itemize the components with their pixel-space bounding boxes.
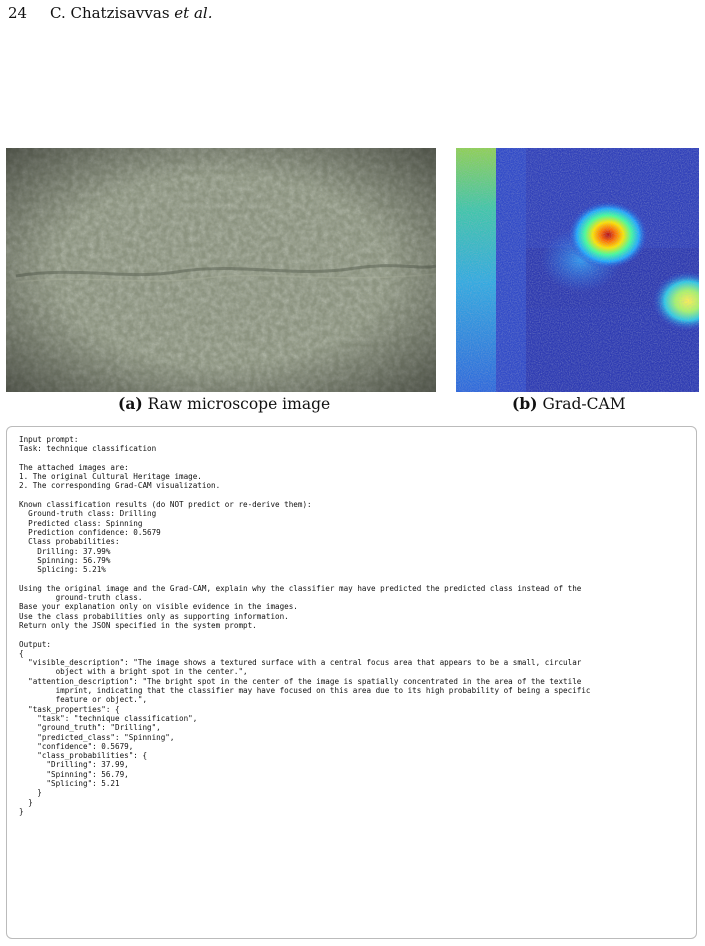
raw-microscope-image xyxy=(6,148,436,392)
code-line: Splicing: 5.21% xyxy=(19,565,106,575)
prompt-output-text xyxy=(19,435,590,816)
code-line: Predicted class: Spinning xyxy=(19,518,143,528)
code-line: } xyxy=(19,797,33,807)
code-line: "predicted_class": "Spinning", xyxy=(19,732,175,742)
caption-b-text: Grad-CAM xyxy=(542,395,626,413)
code-line: Task: technique classification xyxy=(19,444,157,454)
code-line: Drilling: 37.99% xyxy=(19,546,111,556)
code-line: object with a bright spot in the center.", xyxy=(19,667,248,677)
code-line: Use the class probabilities only as supporting information. xyxy=(19,611,289,621)
code-line: Spinning: 56.79% xyxy=(19,555,111,565)
code-line: } xyxy=(19,788,42,798)
code-line: "attention_description": "The bright spot in the center of the image is spatially concentrated in the area of the textile xyxy=(19,676,582,686)
code-line: { xyxy=(19,648,24,658)
caption-a-label: (a) xyxy=(118,394,143,413)
page-number: 24 xyxy=(8,4,28,22)
code-line: "task": "technique classification", xyxy=(19,713,198,723)
code-line: "Splicing": 5.21 xyxy=(19,778,120,788)
code-line: Output: xyxy=(19,639,52,649)
code-line: 1. The original Cultural Heritage image. xyxy=(19,472,202,482)
code-line: Ground-truth class: Drilling xyxy=(19,509,157,519)
author-names: C. Chatzisavvas xyxy=(50,4,175,22)
code-line: Using the original image and the Grad-CAM, explain why the classifier may have predicted the predicted class instead of the xyxy=(19,583,582,593)
caption-b xyxy=(512,394,626,413)
caption-a xyxy=(118,394,330,413)
code-line: 2. The corresponding Grad-CAM visualization. xyxy=(19,481,221,491)
code-line: Return only the JSON specified in the system prompt. xyxy=(19,620,257,630)
code-line: Prediction confidence: 0.5679 xyxy=(19,527,161,537)
code-line: "Drilling": 37.99, xyxy=(19,760,129,770)
code-line: Input prompt: xyxy=(19,435,79,444)
caption-b-label: (b) xyxy=(512,394,538,413)
grad-cam-heatmap xyxy=(456,148,699,392)
code-line: Base your explanation only on visible evidence in the images. xyxy=(19,602,298,612)
code-line: Class probabilities: xyxy=(19,537,120,547)
code-line: Known classification results (do NOT predict or re-derive them): xyxy=(19,500,312,510)
code-line: imprint, indicating that the classifier may have focused on this area due to its high probability of being a specific xyxy=(19,686,591,696)
code-line: } xyxy=(19,806,24,816)
running-header xyxy=(8,4,212,22)
code-line: "visible_description": "The image shows a textured surface with a central focus area that appears to be a small, circular xyxy=(19,658,582,668)
code-line: "task_properties": { xyxy=(19,704,120,714)
code-line: ground-truth class. xyxy=(19,593,143,603)
code-line: "class_probabilities": { xyxy=(19,751,148,761)
code-line: feature or object.", xyxy=(19,695,148,705)
code-line: The attached images are: xyxy=(19,462,129,472)
caption-a-text: Raw microscope image xyxy=(147,395,331,413)
author-etal: et al. xyxy=(174,4,213,22)
prompt-output-box xyxy=(6,426,697,939)
code-line: "Spinning": 56.79, xyxy=(19,769,129,779)
code-line: "confidence": 0.5679, xyxy=(19,741,134,751)
code-line: "ground_truth": "Drilling", xyxy=(19,723,161,733)
